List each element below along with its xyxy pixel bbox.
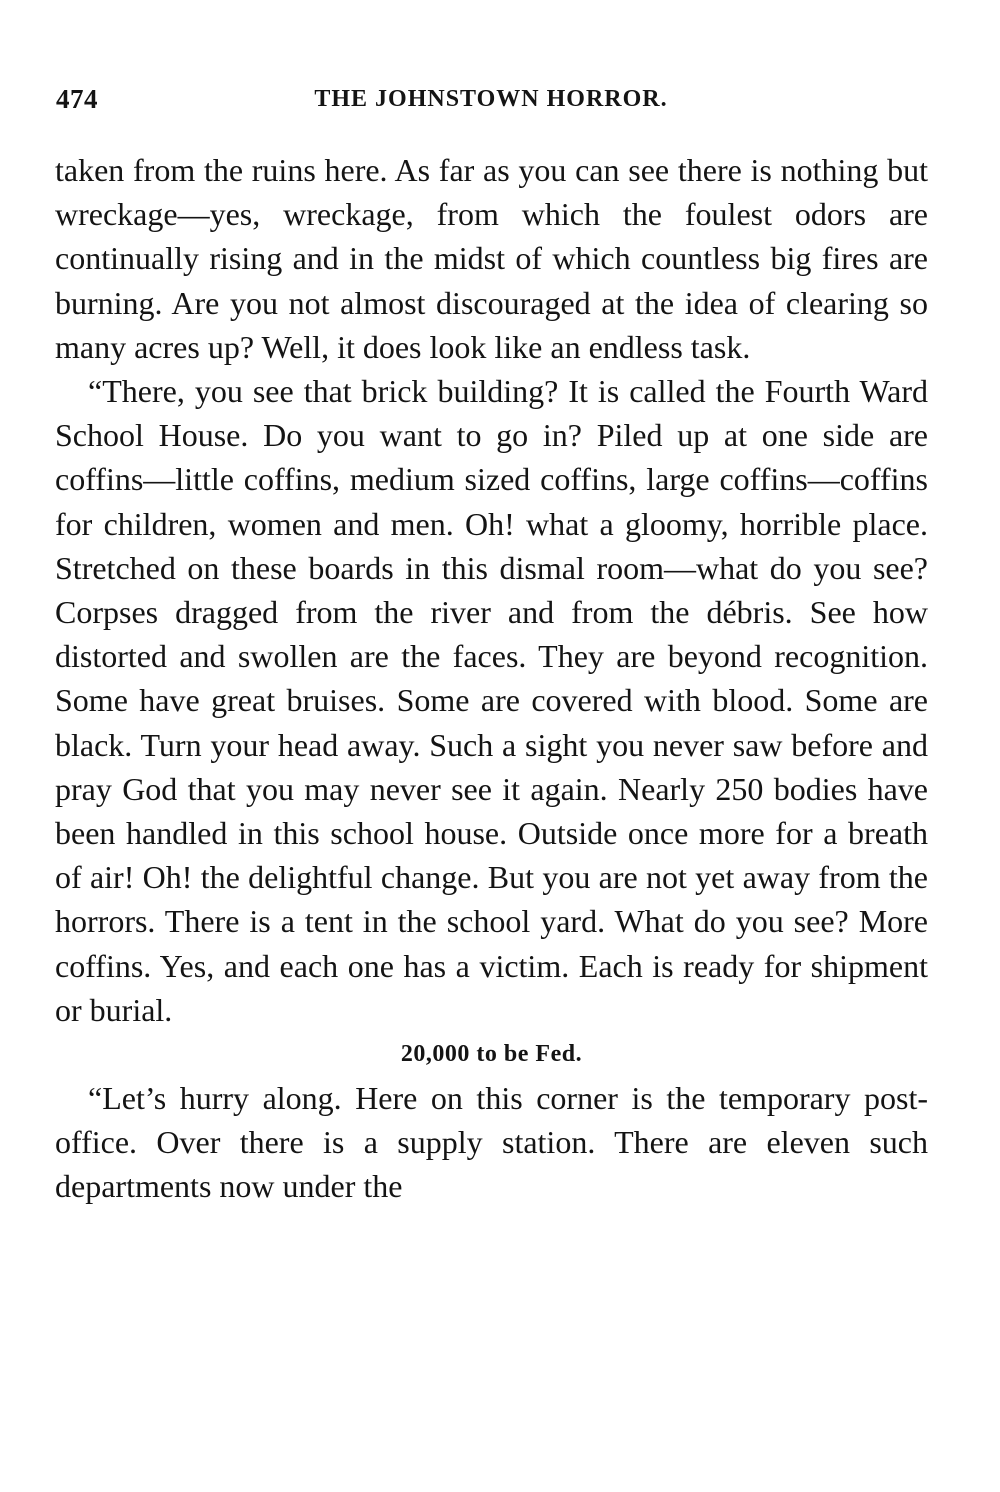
section-subheading: 20,000 to be Fed. [400,1041,583,1068]
paragraph-post-office: “Let’s hurry along. Here on this corner is the temporary post-office. Over there is a supply station. There are eleven such departments now under the [55,1080,928,1205]
body-text [55,148,928,1209]
page-header [56,84,926,124]
running-title: THE JOHNSTOWN HORROR. [314,86,668,112]
page-number: 474 [56,84,98,114]
paragraph-continued: taken from the ruins here. As far as you can see there is nothing but wreckage—yes, wreckage, from which the foulest odors are continually rising and in the midst of which countless big fires are burning. Are you not almost discouraged at the idea of clearing so many acres up? Well, it does look like an endless task. [55,152,928,365]
paragraph-school-house: “There, you see that brick building? It is called the Fourth Ward School House. Do you want to go in? Piled up at one side are coffins—little coffins, medium sized coffins, large coffins—coffins for children, women and men. Oh! what a gloomy, horrible place. Stretched on these boards in this dismal room—what do you see? Corpses dragged from the river and from the débris. See how distorted and swollen are the faces. They are beyond recognition. Some have great bruises. Some are covered with blood. Some are black. Turn your head away. Such a sight you never saw before and pray God that you may never see it again. Nearly 250 bodies have been handled in this school house. Outside once more for a breath of air! Oh! the delightful change. But you are not yet away from the horrors. There is a tent in the school yard. What do you see? More coffins. Yes, and each one has a victim. Each is ready for shipment or burial. [55,373,928,1028]
